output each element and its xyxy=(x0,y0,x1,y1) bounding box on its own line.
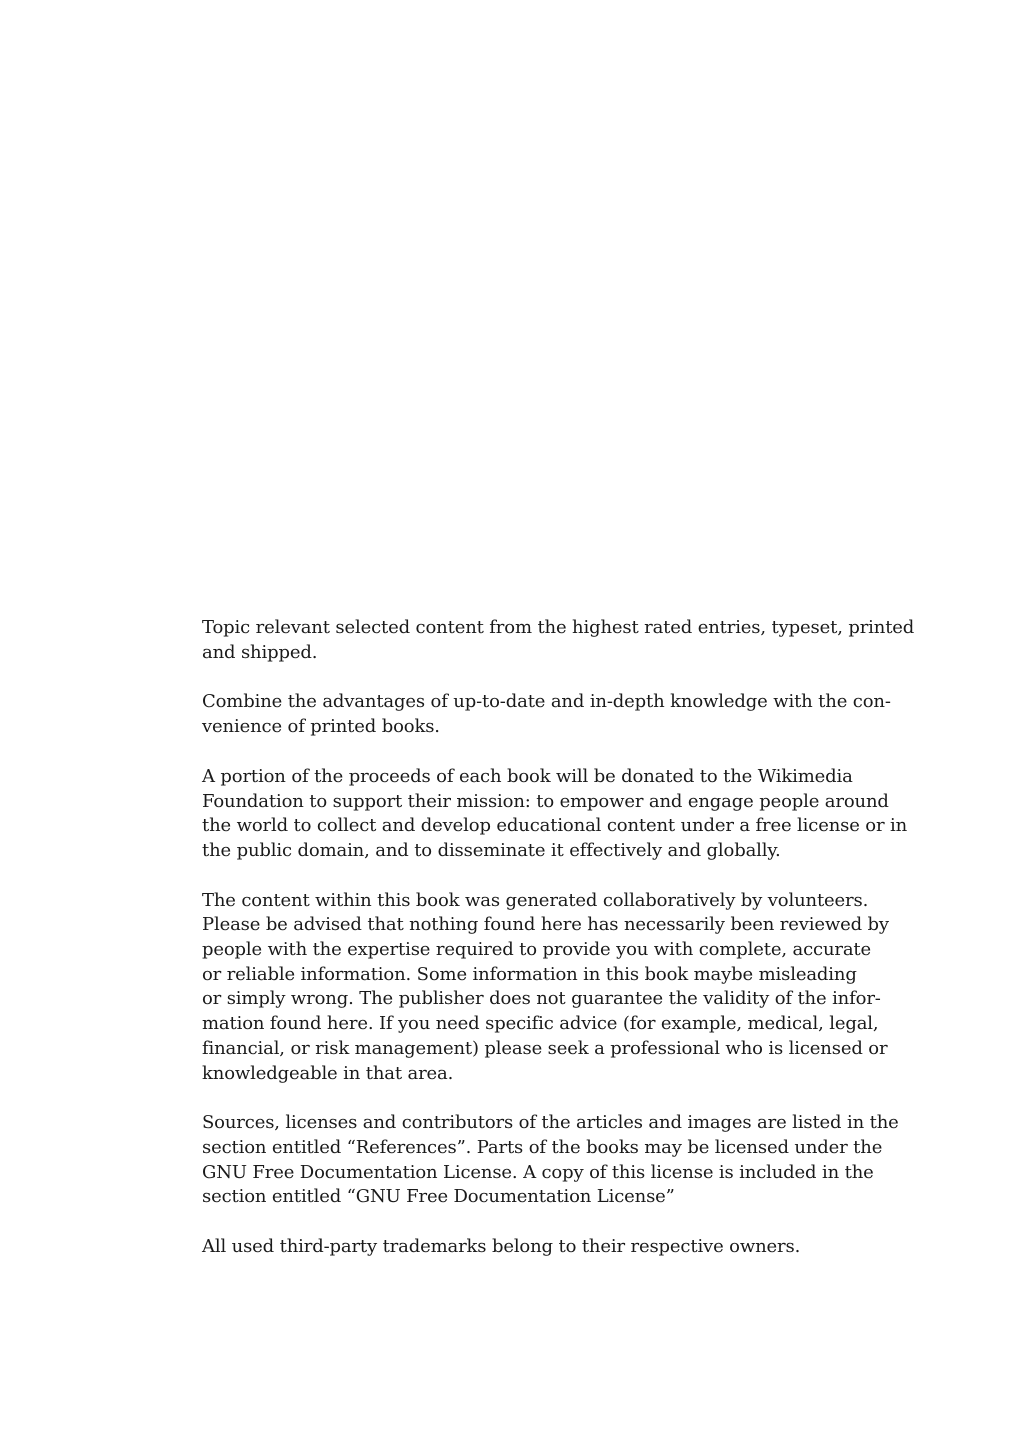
text-line: Foundation to support their mission: to empower and engage people around xyxy=(202,790,889,812)
disclaimer-text-block xyxy=(202,616,915,1285)
text-line: GNU Free Documentation License. A copy of this license is included in the xyxy=(202,1161,874,1183)
text-line: or simply wrong. The publisher does not guarantee the validity of the infor- xyxy=(202,988,881,1010)
text-line: the world to collect and develop educational content under a free license or in xyxy=(202,815,908,837)
text-line: and shipped. xyxy=(202,641,318,663)
paragraph-sources-licenses xyxy=(202,1111,899,1210)
text-line: Sources, licenses and contributors of the articles and images are listed in the xyxy=(202,1112,899,1134)
text-line: All used third-party trademarks belong to their respective owners. xyxy=(202,1236,801,1258)
text-line: venience of printed books. xyxy=(202,716,440,738)
text-line: people with the expertise required to provide you with complete, accurate xyxy=(202,939,872,961)
text-line: Please be advised that nothing found here has necessarily been reviewed by xyxy=(202,914,889,936)
paragraph-disclaimer xyxy=(202,889,889,1087)
text-line: section entitled “References”. Parts of the books may be licensed under the xyxy=(202,1136,883,1158)
paragraph-advantages xyxy=(202,690,891,739)
text-line: or reliable information. Some information in this book maybe misleading xyxy=(202,963,857,985)
text-line: financial, or risk management) please seek a professional who is licensed or xyxy=(202,1037,888,1059)
text-line: the public domain, and to disseminate it effectively and globally. xyxy=(202,839,781,861)
paragraph-trademarks xyxy=(202,1235,842,1260)
text-line: section entitled “GNU Free Documentation License” xyxy=(202,1186,675,1208)
text-line: A portion of the proceeds of each book will be donated to the Wikimedia xyxy=(202,765,853,787)
text-line: Topic relevant selected content from the highest rated entries, typeset, printed xyxy=(202,617,915,638)
text-line: mation found here. If you need specific advice (for example, medical, legal, xyxy=(202,1013,879,1035)
paragraph-content-description xyxy=(202,616,915,665)
text-line: The content within this book was generated collaboratively by volunteers. xyxy=(202,889,869,911)
text-line: knowledgeable in that area. xyxy=(202,1062,454,1084)
paragraph-donation xyxy=(202,765,908,864)
text-line: Combine the advantages of up-to-date and in-depth knowledge with the con- xyxy=(202,691,891,713)
